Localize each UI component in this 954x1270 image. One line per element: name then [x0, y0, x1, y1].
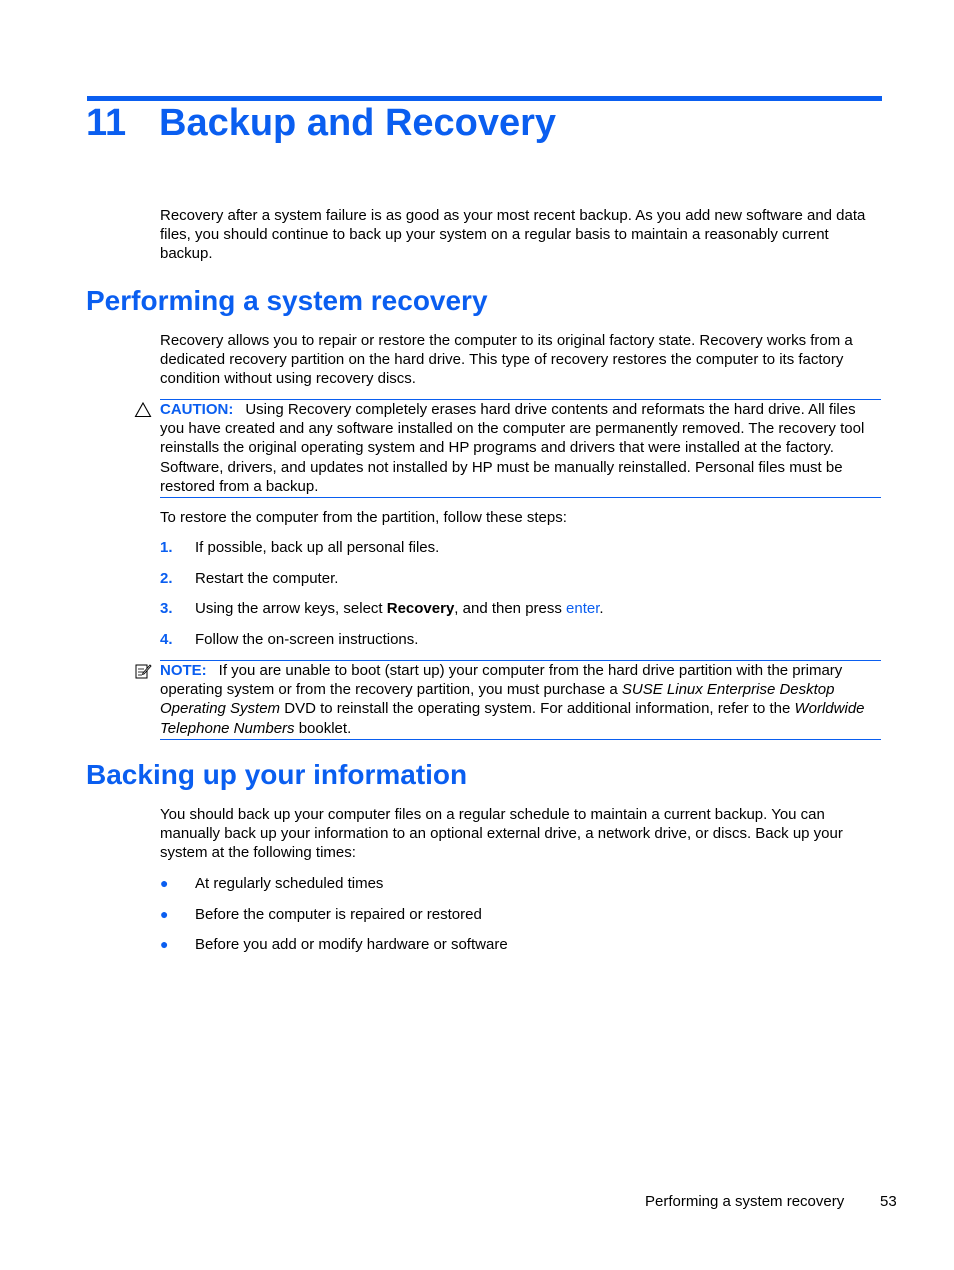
bullet-text: Before the computer is repaired or restored: [195, 906, 482, 923]
bullet-dot: ●: [160, 875, 169, 891]
footer-page-number: 53: [880, 1193, 897, 1210]
bullet-dot: ●: [160, 936, 169, 952]
note-box: [160, 660, 881, 740]
bullet-text: Before you add or modify hardware or software: [195, 936, 508, 953]
footer-section-title: Performing a system recovery: [645, 1193, 845, 1210]
chapter-number: 11: [86, 102, 127, 144]
chapter-title: [86, 98, 556, 148]
step-text: [195, 599, 604, 618]
caution-text: Using Recovery completely erases hard drive contents and reformats the hard drive. All files you have created and any software installed on the computer are permanently removed. The recovery tool reinstalls the original operating system and HP programs and drivers that were installed at the factory. Software, drivers, and updates not installed by HP must be manually reinstalled. Personal files must be restored from a backup.: [160, 401, 865, 495]
caution-triangle-icon: [134, 401, 152, 419]
step-text-part: Using the arrow keys, select: [195, 600, 387, 617]
steps-intro: To restore the computer from the partition, follow these steps:: [160, 509, 567, 526]
bullet-dot: ●: [160, 906, 169, 922]
note-product-name: SUSE Linux Enterprise Desktop Operating System: [160, 681, 835, 718]
caution-label: CAUTION:: [160, 401, 234, 418]
step-text: Follow the on-screen instructions.: [195, 631, 419, 648]
step-number: 2.: [160, 570, 173, 587]
step-number: 4.: [160, 631, 173, 648]
recovery-paragraph: Recovery allows you to repair or restore the computer to its original factory state. Recovery works from a dedicated recovery partition on the hard drive. This type of recovery restores the computer to its factory condition without using recovery discs.: [160, 332, 853, 388]
step-text-part: , and then press: [454, 600, 567, 617]
note-label: NOTE:: [160, 662, 207, 679]
step-text: Restart the computer.: [195, 570, 339, 587]
note-pencil-icon: [134, 662, 152, 680]
recovery-keyword: Recovery: [386, 600, 455, 617]
note-booklet-name: Worldwide Telephone Numbers: [160, 700, 865, 737]
step-number: 1.: [160, 539, 173, 556]
note-text: DVD to reinstall the operating system. For additional information, refer to the: [280, 700, 795, 718]
intro-paragraph: Recovery after a system failure is as good as your most recent backup. As you add new software and data files, you should continue to back up your system on a regular basis to maintain a reasonably current backup.: [160, 207, 866, 263]
enter-key-label: enter: [566, 600, 600, 617]
step-text-part: .: [599, 600, 604, 617]
caution-box: [160, 399, 881, 498]
step-number: 3.: [160, 600, 173, 617]
backup-paragraph: You should back up your computer files on a regular schedule to maintain a current backup. You can manually back up your information to an optional external drive, a network drive, or discs. Back up your system at the following times:: [160, 806, 843, 862]
bullet-text: At regularly scheduled times: [195, 875, 384, 892]
note-text: If you are unable to boot (start up) your computer from the hard drive partition with the primary operating system or from the recovery partition, you must purchase a: [160, 662, 843, 699]
step-text: If possible, back up all personal files.: [195, 539, 440, 556]
section-heading-recovery: Performing a system recovery: [86, 285, 488, 316]
chapter-title-text: Backup and Recovery: [159, 102, 557, 144]
note-text: booklet.: [294, 719, 352, 737]
section-heading-backup: Backing up your information: [86, 759, 468, 790]
